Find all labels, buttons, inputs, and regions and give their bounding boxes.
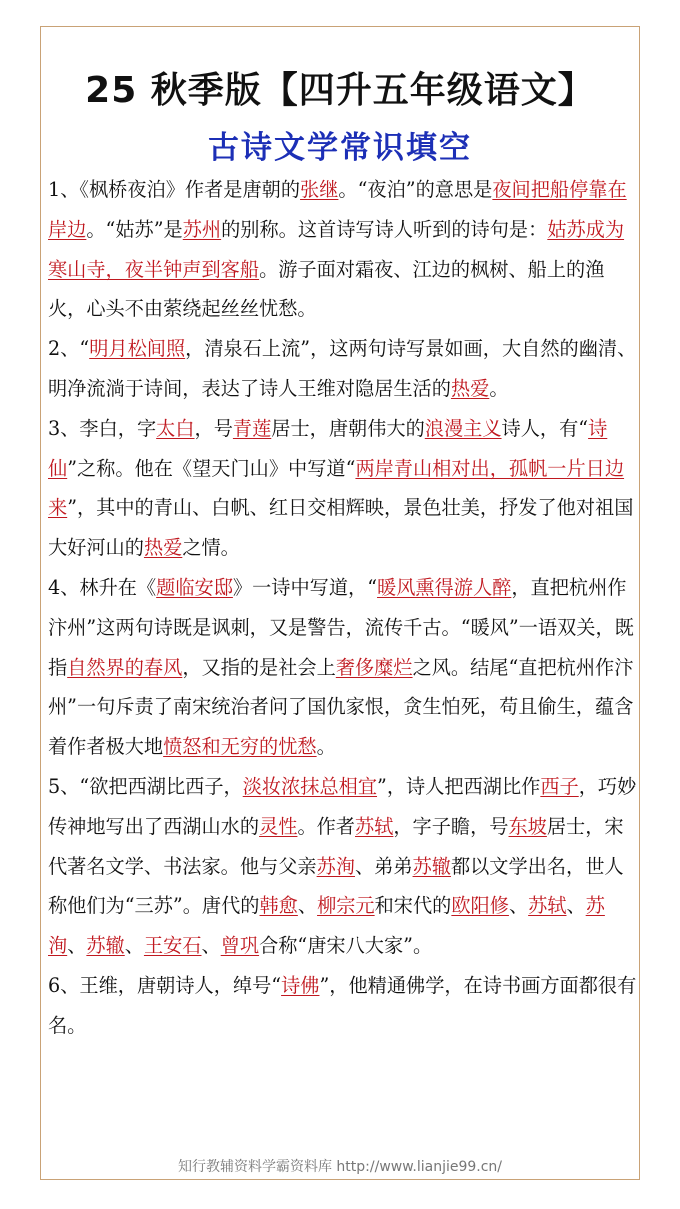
- answer-text: 欧阳修: [451, 894, 509, 918]
- answer-text: 苏辙: [86, 934, 125, 958]
- question-text: 。游子面对霜夜、江边的枫树、船上的渔火，心头不由萦绕起丝丝忧愁。: [48, 257, 605, 321]
- question-text: 之风。结尾“直把杭州作汴州”一句斥责了南宋统治者问了国仇家恨，贪生怕死，苟且偷生，蕴含着作者极大地: [48, 655, 634, 759]
- answer-text: 苏州: [182, 217, 222, 241]
- answer-text: 苏洵: [48, 894, 605, 958]
- answer-text: 青莲: [232, 416, 272, 440]
- question-text: ，又指的是社会上: [182, 655, 336, 679]
- page-subtitle: 古诗文学常识填空: [208, 130, 472, 166]
- worksheet-body: [48, 170, 638, 1046]
- footer-watermark: 知行教辅资料学霸资料库 http://www.lianjie99.cn/: [177, 1159, 503, 1175]
- question-text: 5、“欲把西湖比西子，: [48, 774, 243, 798]
- question-text: 1、《枫桥夜泊》作者是唐朝的: [48, 178, 301, 201]
- question-text: 。“姑苏”是: [86, 217, 183, 241]
- answer-text: 苏轼: [355, 814, 394, 838]
- answer-text: 奢侈糜烂: [335, 655, 413, 679]
- answer-text: 曾巩: [220, 934, 260, 958]
- answer-text: 浪漫主义: [424, 416, 502, 440]
- answer-text: 东坡: [508, 814, 547, 838]
- answer-text: 自然界的春风: [67, 655, 183, 679]
- question-text: ”，诗人把西湖比作: [377, 774, 541, 798]
- question-text: 、: [67, 934, 87, 958]
- answer-text: 西子: [540, 774, 579, 798]
- page-title: 25 秋季版【四升五年级语文】: [85, 70, 595, 111]
- question-text: 的别称。这首诗写诗人听到的诗句是：: [221, 217, 548, 241]
- answer-text: 张继: [300, 178, 339, 201]
- question-text: ”，他精通佛学，在诗书画方面都很有名。: [48, 973, 637, 1037]
- question-text: ，清泉石上流”，这两句诗写景如画，大自然的幽清、明净流淌于诗间，表达了诗人王维对隐居生活的: [48, 337, 637, 400]
- question-text: 、: [508, 894, 529, 918]
- question-text: 4、林升在《: [48, 575, 157, 599]
- question-text: ，巧妙传神地写出了西湖山水的: [48, 774, 637, 838]
- question-paragraph-4: [48, 568, 638, 767]
- answer-text: 明月松间照: [89, 337, 186, 361]
- question-text: 之情。: [182, 536, 240, 560]
- answer-text: 灵性: [259, 814, 298, 838]
- question-text: 和宋代的: [374, 894, 452, 918]
- answer-text: 韩愈: [259, 894, 298, 918]
- question-text: 6、王维，唐朝诗人，绰号“: [48, 973, 282, 997]
- answer-text: 热爱: [450, 376, 490, 400]
- answer-text: 诗仙: [48, 416, 608, 480]
- question-text: 合称“唐宋八大家”。: [259, 934, 433, 958]
- question-text: 、: [124, 934, 144, 958]
- question-text: ”，其中的青山、白帆、红日交相辉映，景色壮美，抒发了他对祖国大好河山的: [48, 496, 634, 560]
- answer-text: 愤怒和无穷的忧愁: [163, 735, 317, 759]
- question-text: 诗人，有“: [501, 416, 589, 440]
- question-text: ，直把杭州作汴州”这两句诗既是讽刺，又是警告，流传千古。“暖风”一语双关，既指: [48, 575, 634, 679]
- answer-text: 太白: [156, 416, 195, 440]
- answer-text: 诗佛: [281, 973, 320, 997]
- answer-text: 暖风熏得游人醉: [377, 575, 512, 599]
- question-text: ，字子瞻，号: [393, 814, 509, 838]
- question-paragraph-6: [48, 966, 638, 1046]
- question-text: 、: [201, 934, 221, 958]
- answer-text: 题临安邸: [156, 575, 233, 599]
- question-text: 》一诗中写道，“: [232, 575, 378, 599]
- answer-text: 苏辙: [412, 854, 451, 878]
- question-text: ，号: [194, 416, 233, 440]
- question-paragraph-2: [48, 329, 638, 409]
- question-text: ”之称。他在《望天门山》中写道“: [67, 456, 356, 480]
- question-text: 。作者: [297, 814, 355, 838]
- answer-text: 苏洵: [316, 854, 355, 878]
- question-text: 2、“: [48, 337, 90, 361]
- question-text: 居士，唐朝伟大的: [271, 416, 425, 440]
- question-text: 。: [316, 735, 336, 759]
- question-text: 、: [566, 894, 586, 918]
- answer-text: 姑苏成为寒山寺，夜半钟声到客船: [48, 217, 625, 281]
- question-paragraph-3: [48, 409, 638, 568]
- question-paragraph-5: [48, 767, 638, 966]
- question-text: 。“夜泊”的意思是: [338, 178, 493, 201]
- question-text: 都以文学出名，世人称他们为“三苏”。唐代的: [48, 854, 624, 918]
- answer-text: 热爱: [143, 536, 183, 560]
- answer-text: 王安石: [143, 934, 202, 958]
- question-text: 、弟弟: [355, 854, 413, 878]
- answer-text: 苏轼: [528, 894, 567, 918]
- answer-text: 两岸青山相对出，孤帆一片日边来: [48, 456, 625, 520]
- question-text: 居士，宋代著名文学、书法家。他与父亲: [48, 814, 624, 878]
- question-paragraph-1: [48, 170, 638, 329]
- question-text: 。: [489, 376, 509, 400]
- answer-text: 淡妆浓抹总相宜: [242, 774, 378, 798]
- answer-text: 柳宗元: [317, 894, 375, 918]
- answer-text: 夜间把船停靠在岸边: [48, 178, 627, 241]
- question-text: 、: [297, 894, 318, 918]
- question-text: 3、李白，字: [48, 416, 157, 440]
